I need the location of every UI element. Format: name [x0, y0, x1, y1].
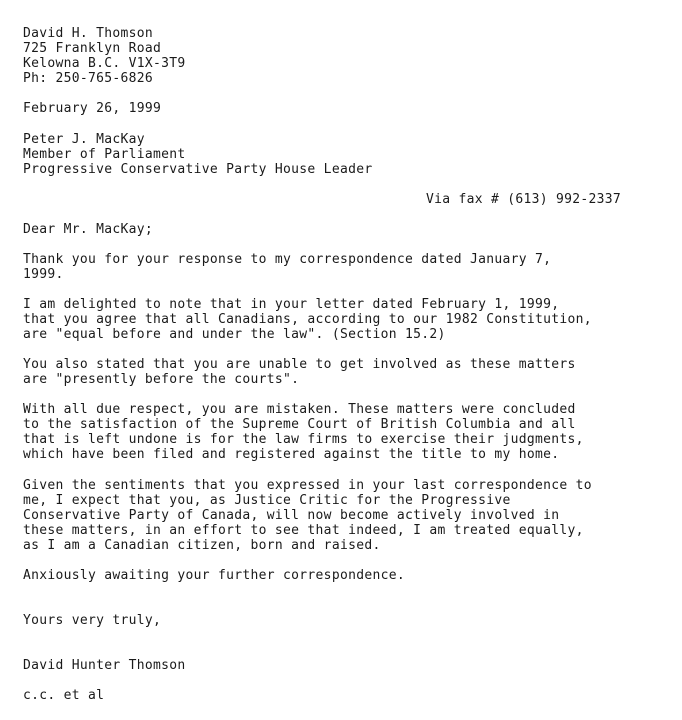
- body-line: Conservative Party of Canada, will now become actively involved in: [23, 508, 560, 523]
- body-line: Given the sentiments that you expressed in your last correspondence to: [23, 478, 592, 493]
- body-line: I am delighted to note that in your letter dated February 1, 1999,: [23, 297, 560, 312]
- body-line: which have been filed and registered against the title to my home.: [23, 447, 560, 462]
- body-line: me, I expect that you, as Justice Critic for the Progressive: [23, 493, 511, 508]
- body-line: are "presently before the courts".: [23, 372, 300, 387]
- closing: Yours very truly,: [23, 613, 162, 628]
- body-line: these matters, in an effort to see that indeed, I am treated equally,: [23, 523, 584, 538]
- body-line: Anxiously awaiting your further correspondence.: [23, 568, 405, 583]
- body-line: are "equal before and under the law". (Section 15.2): [23, 327, 446, 342]
- sender-name: David H. Thomson: [23, 26, 154, 41]
- sender-phone: Ph: 250-765-6826: [23, 71, 154, 86]
- body-line: Thank you for your response to my correspondence dated January 7,: [23, 252, 552, 267]
- carbon-copy: c.c. et al: [23, 688, 105, 703]
- body-line: With all due respect, you are mistaken. These matters were concluded: [23, 402, 576, 417]
- sender-city: Kelowna B.C. V1X-3T9: [23, 56, 186, 71]
- sender-street: 725 Franklyn Road: [23, 41, 162, 56]
- recipient-title: Member of Parliament: [23, 147, 186, 162]
- salutation: Dear Mr. MacKay;: [23, 222, 154, 237]
- signature-name: David Hunter Thomson: [23, 658, 186, 673]
- recipient-name: Peter J. MacKay: [23, 132, 145, 147]
- body-line: You also stated that you are unable to get involved as these matters: [23, 357, 576, 372]
- body-line: as I am a Canadian citizen, born and raised.: [23, 538, 381, 553]
- body-line: to the satisfaction of the Supreme Court of British Columbia and all: [23, 417, 576, 432]
- fax-number: Via fax # (613) 992-2337: [425, 192, 621, 207]
- recipient-role: Progressive Conservative Party House Leader: [23, 162, 373, 177]
- body-line: that you agree that all Canadians, according to our 1982 Constitution,: [23, 312, 592, 327]
- body-line: 1999.: [23, 267, 64, 282]
- body-line: that is left undone is for the law firms to exercise their judgments,: [23, 432, 584, 447]
- letter-date: February 26, 1999: [23, 101, 162, 116]
